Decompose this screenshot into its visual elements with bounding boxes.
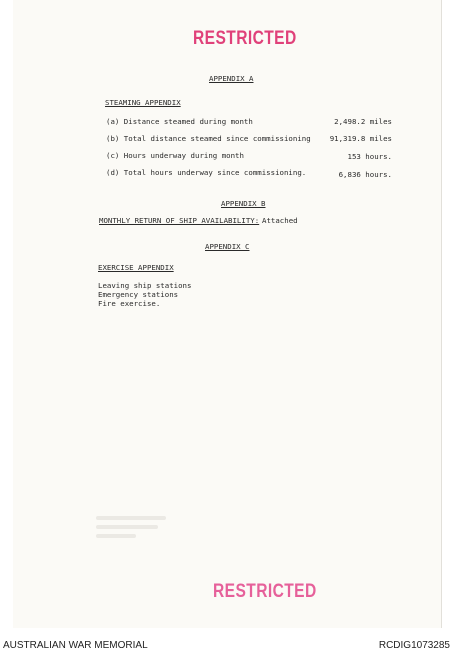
steaming-appendix-title: STEAMING APPENDIX <box>105 98 181 107</box>
archive-credit: AUSTRALIAN WAR MEMORIAL <box>3 640 148 651</box>
faded-signature-block <box>96 511 176 551</box>
exercise-item: Leaving ship stations <box>98 281 192 290</box>
row-value: 153 hours. <box>347 152 392 161</box>
restricted-stamp-top: RESTRICTED <box>193 28 297 49</box>
row-label: (d) Total hours underway since commissioning. <box>106 168 307 177</box>
archive-id: RCDIG1073285 <box>378 640 450 651</box>
row-value: 6,836 hours. <box>338 170 392 179</box>
availability-return-title: MONTHLY RETURN OF SHIP AVAILABILITY: <box>99 216 260 225</box>
document-page <box>13 0 442 628</box>
restricted-stamp-bottom: RESTRICTED <box>213 581 317 602</box>
row-value: 2,498.2 miles <box>334 117 392 126</box>
exercise-item: Fire exercise. <box>98 299 161 308</box>
exercise-appendix-title: EXERCISE APPENDIX <box>98 263 174 272</box>
appendix-a-heading: APPENDIX A <box>209 74 254 83</box>
row-label: (b) Total distance steamed since commissioning <box>106 134 311 143</box>
row-value: 91,319.8 miles <box>329 134 392 143</box>
row-label: (a) Distance steamed during month <box>106 117 253 126</box>
appendix-c-heading: APPENDIX C <box>205 242 250 251</box>
appendix-b-heading: APPENDIX B <box>221 199 266 208</box>
row-label: (c) Hours underway during month <box>106 151 244 160</box>
exercise-item: Emergency stations <box>98 290 179 299</box>
availability-status: Attached <box>262 216 298 225</box>
